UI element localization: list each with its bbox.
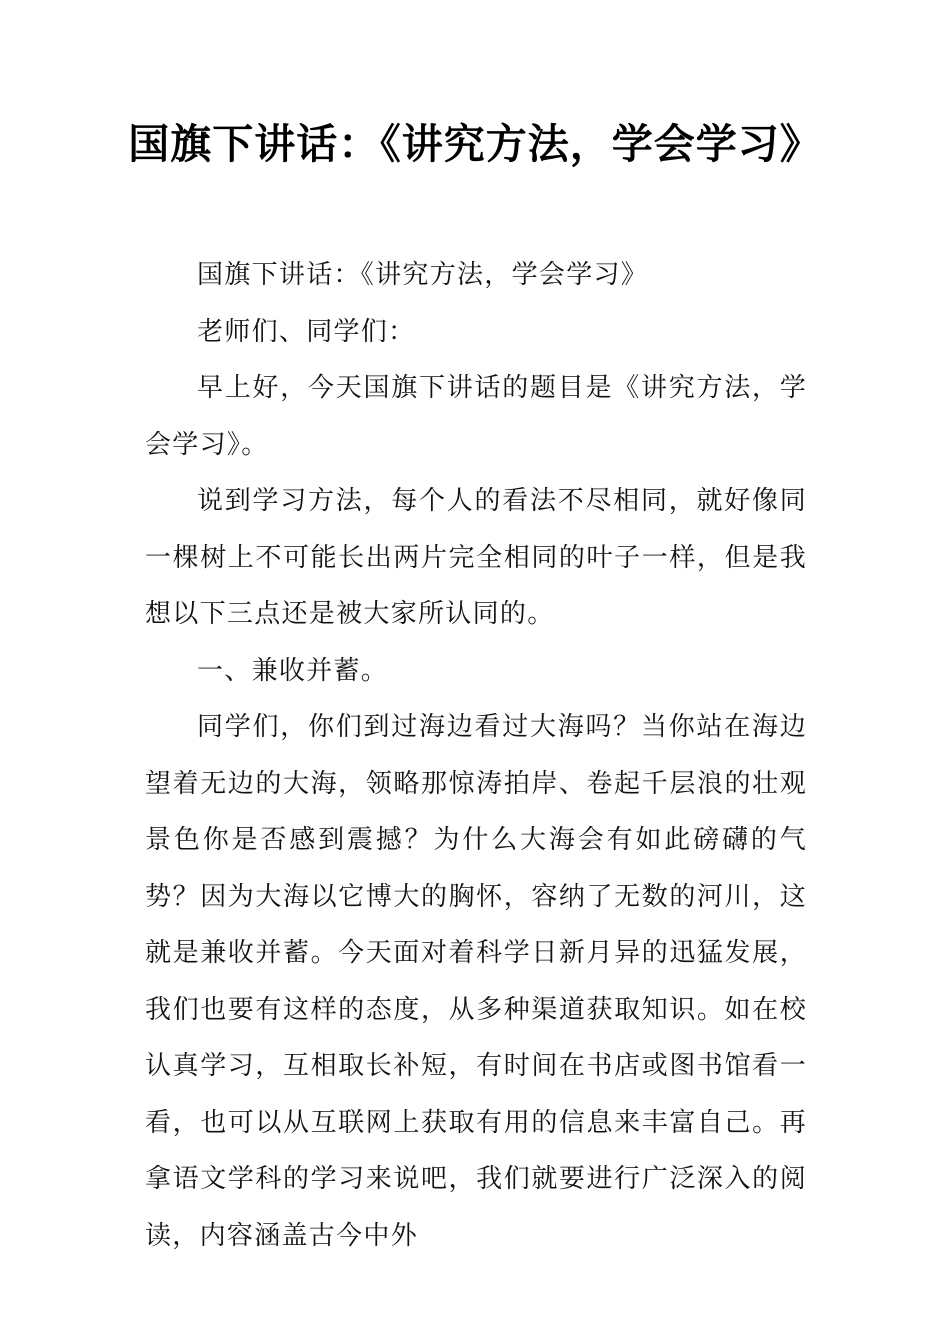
document-body xyxy=(145,247,807,1264)
paragraph-section-heading: 一、兼收并蓄。 xyxy=(197,655,389,686)
paragraph-section-body: 同学们，你们到过海边看过大海吗？当你站在海边望着无边的大海，领略那惊涛拍岸、卷起千层浪的壮观景色你是否感到震撼？为什么大海会有如此磅礴的气势？因为大海以它博大的胸怀，容纳了无数的河川，这就是兼收并蓄。今天面对着科学日新月异的迅猛发展，我们也要有这样的态度，从多种渠道获取知识。如在校认真学习，互相取长补短，有时间在书店或图书馆看一看，也可以从互联网上获取有用的信息来丰富自己。再拿语文学科的学习来说吧，我们就要进行广泛深入的阅读，内容涵盖古今中外 xyxy=(145,712,807,1251)
document-title: 国旗下讲话：《讲究方法，学会学习》 xyxy=(128,120,822,168)
paragraph-heading-repeat: 国旗下讲话：《讲究方法，学会学习》 xyxy=(197,260,649,290)
paragraph-greeting: 早上好，今天国旗下讲话的题目是《讲究方法，学会学习》。 xyxy=(145,373,807,460)
paragraph-intro: 说到学习方法，每个人的看法不尽相同，就好像同一棵树上不可能长出两片完全相同的叶子一样，但是我想以下三点还是被大家所认同的。 xyxy=(145,486,807,629)
paragraph-salutation: 老师们、同学们： xyxy=(197,316,416,347)
